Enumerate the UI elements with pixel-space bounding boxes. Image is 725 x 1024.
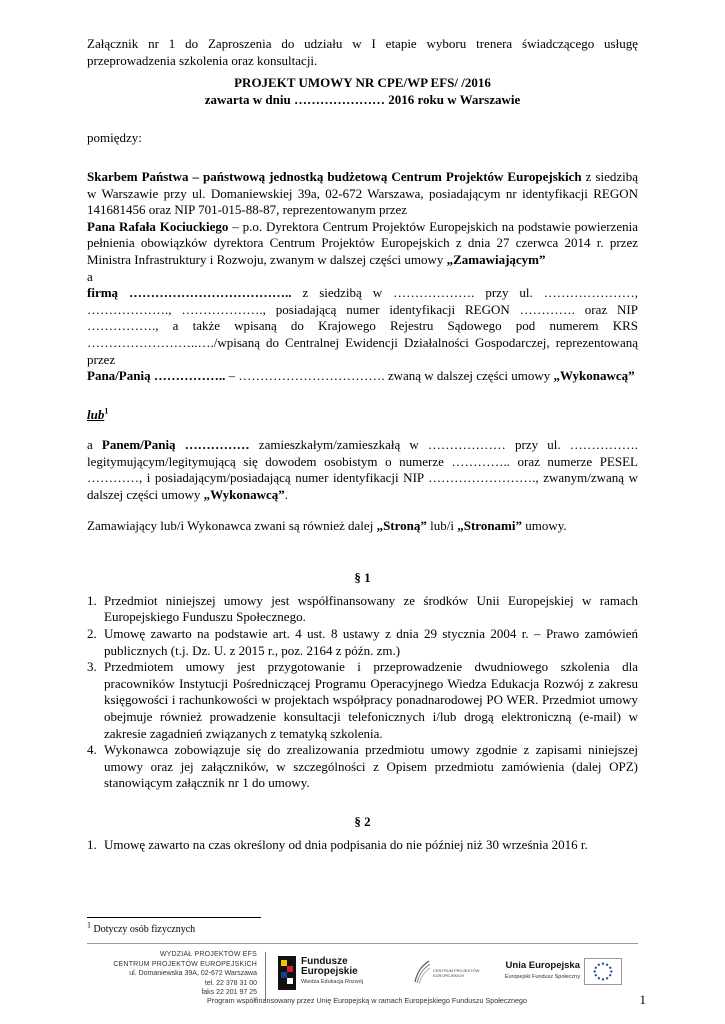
list-item-number: 3. bbox=[87, 659, 97, 675]
firm-details: z siedzibą w ………………. przy ul. …………………, ………………., ………………., posiadającą numer identyfikacji REGON …………. oraz NIP ……………., a także wpisaną do Krajowego Rejestru Sądowego pod numerem KRS ……………………..…./wpisaną do Centralnej Ewidencji Działalności Gospodarczej, reprezentowaną przez bbox=[87, 285, 638, 367]
section1-heading: § 1 bbox=[354, 570, 371, 586]
representative-details: – p.o. Dyrektora Centrum Projektów Europejskich na podstawie powierzenia pełnienia obowiązków dyrektora Centrum Projektów Europejskich z dnia 27 czerwca 2014 r. przez Ministra Infrastruktury i Rozwoju, zwanym w dalszej części umowy bbox=[87, 218, 639, 267]
person-label: Pana/Panią …………….. bbox=[87, 368, 226, 384]
between-label: pomiędzy: bbox=[87, 130, 142, 146]
sides-paragraph bbox=[87, 518, 638, 535]
footer-divider bbox=[87, 943, 638, 944]
footnote bbox=[87, 920, 196, 935]
firm-label: firmą ……………………………….. bbox=[87, 285, 292, 301]
list-item bbox=[87, 659, 638, 742]
footnote-divider bbox=[87, 917, 261, 918]
employer-alias: „Zamawiającym” bbox=[446, 251, 546, 267]
list-item-text: Przedmiotem umowy jest przygotowanie i przeprowadzenie dwudniowego szkolenia dla pracowników Instytucji Pośredniczącej Programu Operacyjnego Wiedza Edukacja Rozwój z zakresu księgowości i rachunkowości w projektach współpracy ponadnarodowej PO WER. Przedmiot umowy obejmuje również prowadzenie konsultacji telefonicznych i/lub drogą elektroniczną (e-mail) w zakresie zagadnień związanych z tematyką szkolenia. bbox=[104, 659, 638, 741]
list-item-text: Wykonawca zobowiązuje się do zrealizowania przedmiotu umowy zgodnie z zapisami niniejszej umowy oraz jej załączników, w szczególności z Opisem przedmiotu zamówienia (dalej OPZ) stanowiącym załącznik nr 1 do umowy. bbox=[104, 742, 638, 791]
list-item bbox=[87, 593, 638, 626]
fundusze-europejskie-logo bbox=[278, 954, 393, 994]
eu-subtitle: Europejski Fundusz Społeczny bbox=[504, 974, 580, 980]
representative-name: Pana Rafała Kociuckiego bbox=[87, 218, 229, 234]
document-subtitle: zawarta w dniu ………………… 2016 roku w Warszawie bbox=[204, 91, 521, 107]
individual-paragraph bbox=[87, 437, 638, 503]
footnote-text: Dotyczy osób fizycznych bbox=[91, 924, 196, 935]
fe-title-line: Fundusze bbox=[301, 956, 348, 967]
section2-heading: § 2 bbox=[354, 813, 371, 829]
or-label: lub bbox=[87, 406, 105, 422]
employer-paragraph bbox=[87, 169, 638, 219]
fe-flag-icon bbox=[278, 956, 296, 990]
eu-logo bbox=[505, 954, 638, 994]
address-line: tel. 22 378 31 00 bbox=[204, 979, 257, 987]
section1-list bbox=[87, 593, 638, 792]
list-item-text: Przedmiot niniejszej umowy jest współfinansowany ze środków Unii Europejskiej w ramach Europejskiego Funduszu Społecznego. bbox=[104, 592, 638, 625]
side-plural: „Stronami” bbox=[457, 517, 522, 533]
attachment-note: Załącznik nr 1 do Zaproszenia do udziału w I etapie wyboru trenera świadczącego usługę przeprowadzenia szkolenia oraz konsultacji. bbox=[87, 36, 638, 68]
list-item-number: 4. bbox=[87, 742, 97, 758]
fe-title bbox=[301, 957, 358, 977]
footnote-ref[interactable]: 1 bbox=[104, 406, 109, 416]
page-number: 1 bbox=[639, 992, 646, 1007]
address-line: faks 22 201 97 25 bbox=[201, 989, 257, 997]
side-singular: „Stroną” bbox=[376, 517, 427, 533]
address-line: CENTRUM PROJEKTÓW EUROPEJSKICH bbox=[113, 960, 257, 968]
person-paragraph bbox=[87, 368, 638, 385]
list-item-text: Umowę zawarto na czas określony od dnia podpisania do nie później niż 30 września 2016 r. bbox=[104, 836, 588, 852]
and-label: a bbox=[87, 268, 93, 284]
individual-alias: „Wykonawcą” bbox=[203, 487, 285, 503]
representative-paragraph bbox=[87, 219, 638, 269]
contractor-alias: „Wykonawcą” bbox=[553, 368, 635, 384]
employer-name: Skarbem Państwa – państwową jednostką budżetową Centrum Projektów Europejskich bbox=[87, 168, 582, 184]
cpe-swoosh-icon bbox=[413, 958, 431, 986]
employer-details: z siedzibą w Warszawie przy ul. Domaniewskiej 39a, 02-672 Warszawa, posiadającym nr identyfikacji REGON 141681456 oraz NIP 701-015-88-87, reprezentowanym przez bbox=[87, 168, 638, 218]
firm-paragraph bbox=[87, 285, 638, 368]
footer-separator bbox=[265, 952, 266, 1000]
address-line: WYDZIAŁ PROJEKTÓW EFS bbox=[159, 951, 257, 958]
section2-list bbox=[87, 837, 638, 854]
sides-post: umowy. bbox=[522, 517, 567, 533]
cpe-logo-text bbox=[433, 968, 479, 978]
sides-mid: lub/i bbox=[426, 517, 458, 533]
document-title: PROJEKT UMOWY NR CPE/WP EFS/ /2016 bbox=[234, 75, 491, 91]
list-item-number: 1. bbox=[87, 592, 97, 608]
cpe-logo bbox=[413, 958, 493, 988]
list-item-number: 1. bbox=[87, 836, 97, 852]
program-text: Program współfinansowany przez Unię Europejską w ramach Europejskiego Funduszu Społecznego bbox=[207, 996, 528, 1005]
list-item bbox=[87, 626, 638, 659]
document-body bbox=[87, 36, 638, 853]
individual-prefix: a bbox=[87, 437, 102, 453]
person-details: – ……………………………. zwaną w dalszej części umowy bbox=[225, 368, 554, 384]
list-item-number: 2. bbox=[87, 626, 97, 642]
cpe-logo-line: EUROPEJSKICH bbox=[433, 973, 465, 978]
footnote-number: 1 bbox=[87, 920, 91, 930]
eu-flag-icon bbox=[584, 958, 622, 985]
list-item-text: Umowę zawarto na podstawie art. 4 ust. 8 ustawy z dnia 29 stycznia 2004 r. – Prawo zamówień publicznych (t.j. Dz. U. z 2015 r., poz. 2164 z późn. zm.) bbox=[104, 626, 638, 658]
footer-address bbox=[87, 950, 257, 998]
page-footer bbox=[87, 946, 646, 1016]
sides-pre: Zamawiający lub/i Wykonawca zwani są również dalej bbox=[87, 517, 377, 533]
cpe-logo-line: CENTRUM PROJEKTÓW bbox=[433, 968, 480, 973]
individual-end: . bbox=[284, 487, 288, 503]
address-line: ul. Domaniewska 39A, 02-672 Warszawa bbox=[129, 970, 257, 978]
fe-subtitle: Wiedza Edukacja Rozwój bbox=[301, 979, 364, 985]
individual-label: Panem/Panią …………… bbox=[101, 437, 250, 453]
fe-title-line: Europejskie bbox=[301, 966, 358, 977]
eu-title: Unia Europejska bbox=[505, 960, 580, 971]
list-item bbox=[87, 742, 638, 792]
or-heading bbox=[87, 407, 638, 424]
individual-details: zamieszkałym/zamieszkałą w ……………… przy ul. ……………. legitymującym/legitymującą się dowodem osobistym o numerze ………….. oraz numerze PESEL …………, i posiadającym/posiadającą numer identyfikacji NIP ……………………., zwanym/zwaną w dalszej części umowy bbox=[87, 437, 638, 503]
list-item bbox=[87, 837, 638, 854]
